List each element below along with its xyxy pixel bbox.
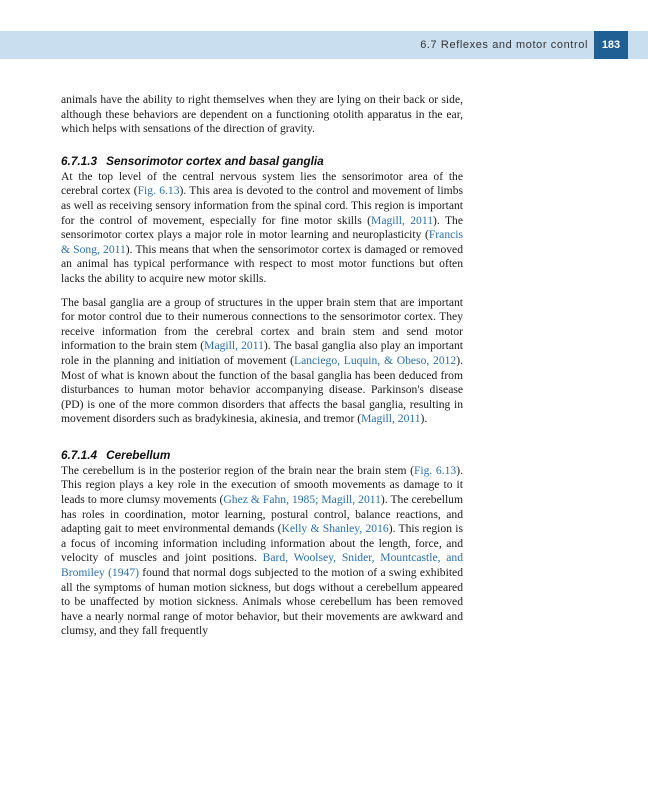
figure-link[interactable]: Fig. 6.13	[137, 184, 180, 198]
page-body	[61, 93, 463, 639]
section-cerebellum	[61, 448, 463, 639]
section-heading-sensorimotor	[61, 154, 463, 169]
text-run: ). Most of what is known about the function of the basal ganglia has been deduced from disturbances to human motor behavior accompanying disease. Parkinson's disease (PD) is one of the more common disorders that affects the basal ganglia, resulting in movement disorders such as bradykinesia, akinesia, and tremor (	[61, 353, 463, 426]
section-title: Cerebellum	[106, 447, 171, 462]
citation-link[interactable]: Francis & Song, 2011	[61, 228, 463, 256]
section-number: 6.7.1.4	[61, 447, 98, 462]
running-header	[0, 31, 648, 59]
citation-link[interactable]: Magill, 2011	[371, 213, 434, 227]
page-number: 183	[594, 31, 628, 59]
citation-link[interactable]: Magill, 2011	[361, 412, 421, 426]
paragraph-sensorimotor-cortex	[61, 170, 463, 287]
citation-link[interactable]: Magill, 2011	[204, 339, 264, 353]
running-title: 6.7 Reflexes and motor control	[420, 39, 588, 51]
text-run: ). This area is devoted to the control and movement of limbs as well as receiving sensory information from the spinal cord. This region is important for the control of movement, especially for fine motor skills (	[61, 184, 464, 227]
section-number: 6.7.1.3	[61, 153, 98, 168]
text-run: ). This region plays a key role in the execution of smooth movements as damage to it leads to more clumsy movements (	[61, 463, 463, 507]
citation-link[interactable]: Kelly & Shanley, 2016	[281, 522, 389, 536]
text-run: The basal ganglia are a group of structures in the upper brain stem that are important for motor control due to their numerous connections to the sensorimotor cortex. They receive information from the cerebral cortex and brain stem and send motor information to the brain stem (	[61, 295, 463, 353]
text-run: At the top level of the central nervous system lies the sensorimotor area of the cerebral cortex (	[61, 169, 463, 198]
citation-link[interactable]: Bard, Woolsey, Snider, Mountcastle, and Bromiley (1947)	[61, 551, 464, 580]
section-heading-cerebellum	[61, 448, 463, 463]
text-run: ). This region is a focus of incoming information including information about the length, force, and velocity of muscles and joint positions.	[61, 522, 463, 565]
paragraph-cerebellum	[61, 464, 463, 639]
text-run: found that normal dogs subjected to the motion of a swing exhibited all the symptoms of human motion sickness, but dogs without a cerebellum appeared to be unaffected by motion sickness. Animals whose cerebellum has been removed have a nearly normal range of motor behavior, but their movements are awkward and clumsy, and they fall frequently	[61, 566, 463, 638]
citation-link[interactable]: Lanciego, Luquin, & Obeso, 2012	[294, 353, 457, 367]
text-run: ). The basal ganglia also play an important role in the planning and initiation of movement (	[61, 339, 464, 367]
section-sensorimotor	[61, 154, 463, 427]
intro-paragraph: animals have the ability to right themselves when they are lying on their back or side, although these behaviors are dependent on a functioning otolith apparatus in the ear, which helps with sensations of the direction of gravity.	[61, 93, 463, 136]
paragraph-basal-ganglia	[61, 296, 463, 427]
citation-link[interactable]: Ghez & Fahn, 1985; Magill, 2011	[223, 493, 381, 507]
text-run: ). The sensorimotor cortex plays a major role in motor learning and neuroplasticity (	[61, 213, 463, 242]
text-run: ). This means that when the sensorimotor cortex is damaged or removed an animal has typical performance with respect to most motor functions but often lacks the ability to acquire new motor skills.	[61, 242, 463, 285]
text-run: The cerebellum is in the posterior region of the brain near the brain stem (	[61, 463, 414, 477]
section-title: Sensorimotor cortex and basal ganglia	[106, 153, 324, 168]
text-run: ). The cerebellum has roles in coordination, motor learning, postural control, balance reactions, and adapting gait to meet environmental demands (	[61, 493, 463, 536]
figure-link[interactable]: Fig. 6.13	[413, 463, 457, 477]
text-run: ).	[420, 412, 428, 426]
